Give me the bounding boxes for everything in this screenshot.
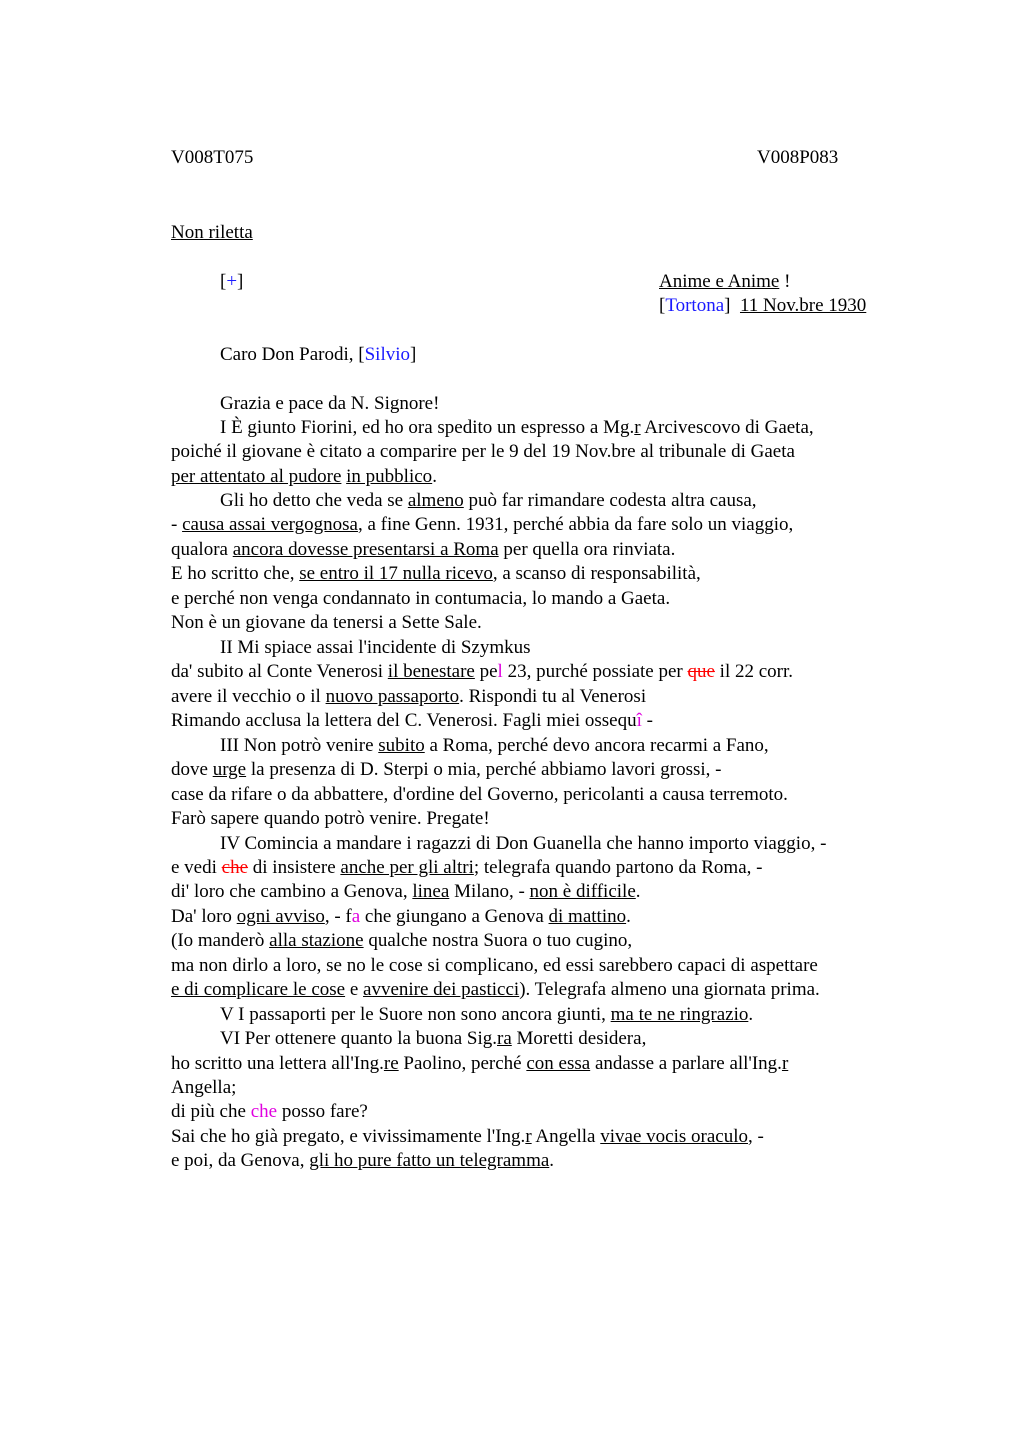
archive-code-left: V008T075 [171, 147, 254, 168]
motto: Anime e Anime ! [659, 271, 791, 292]
text-line: Da' loro ogni avviso, - fa che giungano a Genova di mattino. [171, 906, 631, 927]
text-line: e di complicare le cose e avvenire dei pasticci). Telegrafa almeno una giornata prima. [171, 979, 820, 1000]
review-status: Non riletta [171, 222, 253, 243]
text-line: per attentato al pudore in pubblico. [171, 466, 437, 487]
salutation: Caro Don Parodi, [Silvio] [220, 344, 417, 365]
text-line: e poi, da Genova, gli ho pure fatto un telegramma. [171, 1150, 555, 1171]
text-line: - causa assai vergognosa, a fine Genn. 1931, perché abbia da fare solo un viaggio, [171, 514, 794, 535]
text-line: di' loro che cambino a Genova, linea Milano, - non è difficile. [171, 881, 641, 902]
text-line: dove urge la presenza di D. Sterpi o mia, perché abbiamo lavori grossi, - [171, 759, 722, 780]
text-line: Grazia e pace da N. Signore! [220, 393, 440, 414]
text-line: ma non dirlo a loro, se no le cose si complicano, ed essi sarebbero capaci di aspettare [171, 955, 818, 976]
cross-mark: [+] [220, 271, 244, 292]
text-line: qualora ancora dovesse presentarsi a Roma per quella ora rinviata. [171, 539, 676, 560]
text-line: I È giunto Fiorini, ed ho ora spedito un espresso a Mg.r Arcivescovo di Gaeta, [220, 417, 814, 438]
text-line: VI Per ottenere quanto la buona Sig.ra Moretti desidera, [220, 1028, 647, 1049]
text-line: case da rifare o da abbattere, d'ordine del Governo, pericolanti a causa terremoto. [171, 784, 788, 805]
text-line: Rimando acclusa la lettera del C. Venerosi. Fagli miei ossequî - [171, 710, 653, 731]
text-line: e perché non venga condannato in contumacia, lo mando a Gaeta. [171, 588, 671, 609]
text-line: III Non potrò venire subito a Roma, perché devo ancora recarmi a Fano, [220, 735, 769, 756]
text-line: E ho scritto che, se entro il 17 nulla ricevo, a scanso di responsabilità, [171, 563, 701, 584]
text-line: ho scritto una lettera all'Ing.re Paolino, perché con essa andasse a parlare all'Ing.r [171, 1053, 789, 1074]
text-line: Gli ho detto che veda se almeno può far rimandare codesta altra causa, [220, 490, 757, 511]
text-line: Non è un giovane da tenersi a Sette Sale. [171, 612, 482, 633]
text-line: da' subito al Conte Venerosi il benestare pel 23, purché possiate per que il 22 corr. [171, 661, 794, 682]
text-line: Sai che ho già pregato, e vivissimamente l'Ing.r Angella vivae vocis oraculo, - [171, 1126, 764, 1147]
archive-code-right: V008P083 [757, 147, 839, 168]
text-line: Angella; [171, 1077, 237, 1098]
text-line: (Io manderò alla stazione qualche nostra Suora o tuo cugino, [171, 930, 633, 951]
text-line: V I passaporti per le Suore non sono ancora giunti, ma te ne ringrazio. [220, 1004, 754, 1025]
dateline: [Tortona] 11 Nov.bre 1930 [659, 295, 867, 316]
text-line: di più che che posso fare? [171, 1101, 368, 1122]
text-line: Farò sapere quando potrò venire. Pregate! [171, 808, 490, 829]
text-line: II Mi spiace assai l'incidente di Szymkus [220, 637, 531, 658]
text-line: IV Comincia a mandare i ragazzi di Don Guanella che hanno importo viaggio, - [220, 833, 827, 854]
text-line: avere il vecchio o il nuovo passaporto. Rispondi tu al Venerosi [171, 686, 647, 707]
text-line: e vedi che di insistere anche per gli altri; telegrafa quando partono da Roma, - [171, 857, 763, 878]
text-line: poiché il giovane è citato a comparire per le 9 del 19 Nov.bre al tribunale di Gaeta [171, 441, 795, 462]
